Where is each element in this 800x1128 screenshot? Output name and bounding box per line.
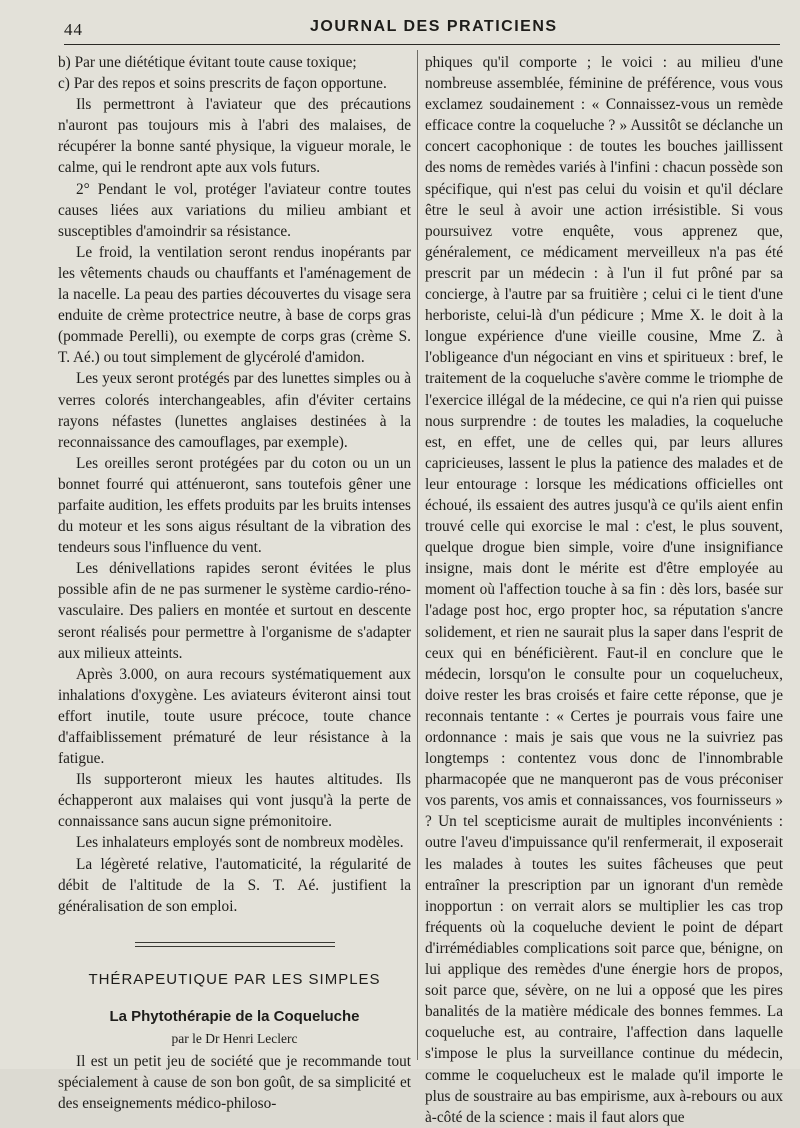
journal-title: JOURNAL DES PRATICIENS <box>310 18 558 35</box>
article-byline: par le Dr Henri Leclerc <box>171 1031 298 1047</box>
paragraph: Les oreilles seront protégées par du coton ou un un bonnet fourré qui atténueront, sans toutefois gêner une parfaite audition, les effets produits par les bruits intenses du moteur et les sons aigus résultant de la vibration des tendeurs sous l'influence du vent. <box>58 454 411 557</box>
right-column <box>425 52 783 1128</box>
paragraph: Les yeux seront protégés par des lunettes simples ou à verres colorés interchangeables, afin d'éviter certains rayons néfastes (lunettes anglaises destinées à la reconnaissance des camouflages, par exemple). <box>58 370 411 451</box>
paragraph: 2° Pendant le vol, protéger l'aviateur contre toutes causes liées aux variations du milieu ambiant et susceptibles d'amoindrir sa résistance. <box>58 180 411 240</box>
paragraph: Ils supporteront mieux les hautes altitudes. Ils échapperont aux malaises qui vont jusqu'à la perte de connaissance sans aucun signe prémonitoire. <box>58 771 411 831</box>
paragraph: Les dénivellations rapides seront évitées le plus possible afin de ne pas surmener le système cardio-réno-vasculaire. Des paliers en montée et surtout en descente seront réalisés pour permettre à l'organisme de s'adapter aux milieux atteints. <box>58 560 411 662</box>
paragraph: Après 3.000, on aura recours systématiquement aux inhalations d'oxygène. Les aviateurs éviteront ainsi tout effort inutile, toute usure précoce, toute chance d'affaiblissement prématuré de leur résistance à la fatigue. <box>58 665 411 768</box>
column-divider <box>417 50 418 1060</box>
section-divider <box>135 942 335 947</box>
left-column <box>58 52 411 1114</box>
section-heading: THÉRAPEUTIQUE PAR LES SIMPLES <box>88 970 381 988</box>
paragraph: c) Par des repos et soins prescrits de façon opportune. <box>58 75 387 93</box>
page-number: 44 <box>64 20 83 39</box>
paragraph: Les inhalateurs employés sont de nombreux modèles. <box>76 834 404 852</box>
paragraph: Ils permettront à l'aviateur que des précautions n'auront pas toujours mis à l'abri des malaises, de récupérer la bonne santé physique, la vigueur morale, le calme, qui le rendront apte aux vols futurs. <box>58 96 411 177</box>
paragraph: La légèreté relative, l'automaticité, la régularité de débit de l'altitude de la S. T. Aé. justifient la généralisation de son emploi. <box>58 855 411 915</box>
header-rule <box>64 44 780 45</box>
article-title: La Phytothérapie de la Coqueluche <box>109 1007 360 1025</box>
paragraph: Le froid, la ventilation seront rendus inopérants par les vêtements chauds ou chauffants et l'aménagement de la nacelle. La peau des parties découvertes du visage sera enduite de crème protectrice neutre, à base de corps gras (pommade Perelli), ou exempte de corps gras (crème S. T. Aé.) ou tout simplement de glycérolé d'amidon. <box>58 243 411 367</box>
paragraph: phiques qu'il comporte ; le voici : au milieu d'une nombreuse assemblée, féminine de préférence, vous vous exclamez soudainement : « Connaissez-vous un remède efficace contre la coqueluche ? » Aussitôt se déclanche un concert cacophonique : de toutes les bouches jaillissent des noms de remèdes variés à l'infini : chacun possède son spécifique, qui n'est pas celui du voisin et qu'il déclare être le seul à avoir une action irrésistible. Si vous poursuivez votre enquête, vous apprenez que, généralement, ce médicament merveilleux n'a pas été prescrit par un médecin : à l'un il fut prôné par sa concierge, à l'autre par sa fruitière ; celui ci le tient d'une herboriste, celui-là d'un pédicure ; Mme X. le doit à la longue expérience d'une vieille cousine, Mme Z. à l'obligeance d'un négociant en vins et spiritueux : bref, le traitement de la coqueluche s'avère comme le triomphe de l'exercice illégal de la médecine, ce qui n'a rien qui puisse nous surprendre : de toutes les maladies, la coqueluche est, en effet, une de celles qui, par leurs allures capricieuses, lassent le plus la patience des malades et de leur entourage : lorsque les médications officielles ont échoué, ils essaient des autres jusqu'à ce qu'ils aient enfin trouvé celle qui exorcise le mal : c'est, le plus souvent, quelque drogue bien simple, voire d'une insignifiance insigne, mais dont le mérite est d'être employée au moment où l'affection touche à sa fin : dès lors, basée sur l'adage post hoc, ergo propter hoc, sa réputation s'ancre solidement, et rien ne saurait plus la saper dans l'esprit de ceux qui en bénéficièrent. Faut-il en conclure que le médecin, lorsqu'on le consulte pour un coquelucheux, doive rester les bras croisés et faire cette réponse, que je reconnais tentante : « Certes je pourrais vous faire une ordonnance : mais je sais que vous ne la suivriez pas longtemps : contentez vous donc de l'innombrable pharmacopée que ne manqueront pas de vous préconiser vos parents, vos amis et connaissances, vos fournisseurs » ? Un tel scepticisme aurait de multiples inconvénients : outre l'aveu d'impuissance qu'il renfermerait, il exposerait les malades à toutes les suites fâcheuses que peut entraîner la prescription par un ignorant d'un remède inopportun : on verrait alors se multiplier les cas trop fréquents où la coqueluche devient le point de départ d'irrémédiables complications soit parce que, bénigne, on lui applique des remèdes d'une énergie hors de propos, soit parce que, sévère, on ne lui a opposé que les pires banalités de la matière médicale des bonnes femmes. La coqueluche est, au contraire, l'affection dans laquelle s'impose le plus la surveillance continue du médecin, comme le coquelucheux est le malade qu'il importe le plus de soustraire au bas empirisme, aux à-rebours ou aux à-côté de la science : mais il faut alors que <box>425 54 783 1126</box>
page-header <box>0 0 800 46</box>
article-intro: Il est un petit jeu de société que je recommande tout spécialement à cause de son bon goût, de sa simplicité et des enseignements médico-philoso- <box>58 1053 411 1113</box>
paragraph: b) Par une diététique évitant toute cause toxique; <box>58 54 357 71</box>
